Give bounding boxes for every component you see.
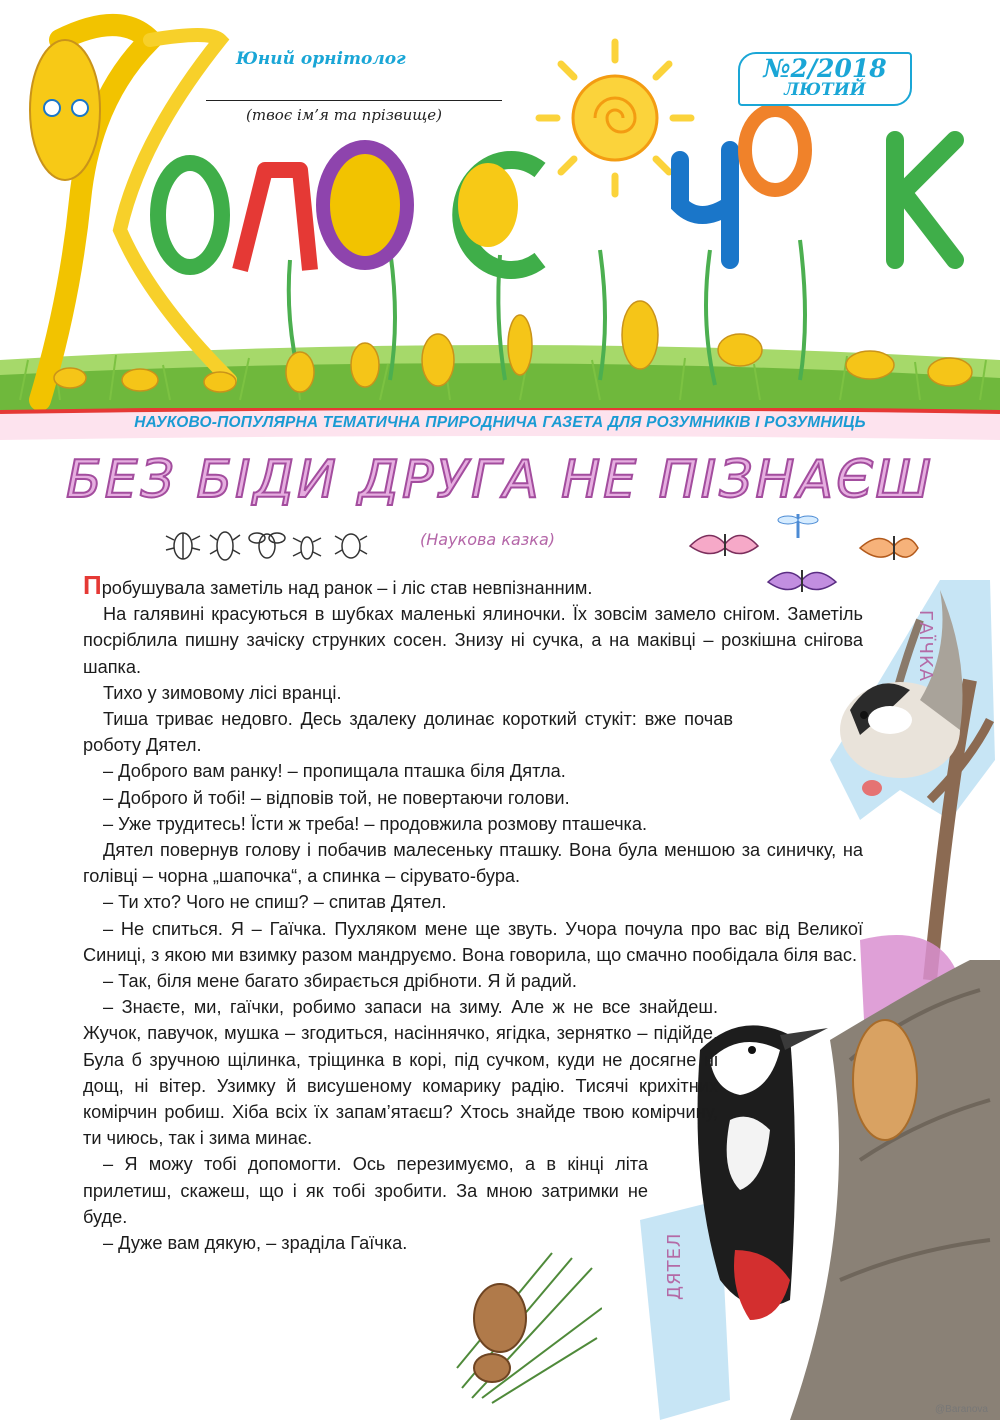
pine-cone-illustration (452, 1248, 602, 1408)
drop-cap: П (83, 570, 102, 600)
story-paragraph: – Ти хто? Чого не спиш? – спитав Дятел. (103, 892, 447, 913)
issue-number: №2/2018 (763, 54, 887, 83)
issue-month: ЛЮТИЙ (784, 80, 866, 100)
sun-icon (539, 42, 691, 194)
woodpecker-label: ДЯТЕЛ (664, 1232, 685, 1300)
letter-o-orange (745, 110, 805, 190)
story-first-text: робушувала заметіль над ранок – і ліс став невпізнанним. (101, 578, 593, 598)
story-body (83, 570, 863, 1256)
moth-orange-icon (860, 536, 918, 560)
story-paragraph: – Не спиться. Я – Гаїчка. Пухляком мене ще звуть. Учора почула про вас від Великої Синиці, з якою ми взимку разом мандруємо. Вона говорила, що смачно пообідала біля вас. (83, 918, 863, 965)
story-paragraph: – Знаєте, ми, гаїчки, робимо запаси на зиму. Але ж не все знайдеш. Жучок, павучок, мушка – згодиться, насіннячко, ягідка, зернятко – підійде. Була б зручною щілинка, тріщинка в корі, під сучком, куди не досягне ні дощ, ні вітер. Узимку й висушеному комарику радію. Тисячі крихітних комірчин робиш. Хіба всіх їх запам’ятаєш? Хтось знайде твою комірчину, ти чиюсь, так і зима минає. (83, 997, 718, 1149)
story-paragraph: – Дуже вам дякую, – зраділа Гаїчка. (103, 1233, 408, 1254)
story-paragraph: – Доброго й тобі! – відповів той, не повертаючи голови. (103, 787, 570, 808)
name-hint: (твоє ім’я та прізвище) (246, 106, 443, 124)
story-paragraph: – Доброго вам ранку! – пропищала пташка біля Дятла. (103, 761, 566, 782)
butterfly-pink-icon (690, 534, 758, 556)
story-first-paragraph (83, 570, 863, 601)
letter-o-purple (323, 147, 407, 263)
letter-k-green (895, 140, 955, 260)
young-ornithologist-label: Юний орнітолог (236, 49, 406, 69)
story-paragraph: На галявині красуються в шубках маленькі ялиночки. Їх зовсім замело снігом. Заметіль посріблила пишну зачіску струнких сосен. Знизу ні сучка, а на маківці – розкішна снігова шапка. (83, 604, 863, 677)
issue-box (738, 52, 912, 106)
insect-icons (165, 522, 375, 566)
story-paragraph: Тиша триває недовго. Десь здалеку долинає короткий стукіт: вже почав роботу Дятел. (83, 709, 733, 756)
dragonfly-icon (778, 514, 818, 538)
name-line (206, 100, 502, 101)
titmouse-label: ГАЇЧКА (915, 610, 936, 683)
letter-o-green (158, 163, 222, 267)
story-paragraph: – Я можу тобі допомогти. Ось перезимуємо, а в кінці літа прилетиш, скажеш, що і як тобі зробити. За мною затримки не буде. (83, 1154, 648, 1227)
article-subtitle: (Наукова казка) (420, 530, 556, 549)
story-paragraph: Дятел повернув голову і побачив малесеньку пташку. Вона була меншою за синичку, на голівці – чорна „шапочка“, а спинка – сірувато-бура. (83, 840, 863, 887)
letter-l-red (240, 170, 310, 270)
wheat-letter-k (30, 25, 230, 400)
letter-ch-blue (680, 150, 730, 260)
watermark: @Baranovа (935, 1404, 988, 1415)
tagline: НАУКОВО-ПОПУЛЯРНА ТЕМАТИЧНА ПРИРОДНИЧА ГАЗЕТА ДЛЯ РОЗУМНИКІВ І РОЗУМНИЦЬ (134, 414, 866, 431)
story-paragraph: – Так, біля мене багато збирається дрібноти. Я й радий. (103, 971, 577, 992)
story-paragraph: – Уже трудитесь! Їсти ж треба! – продовжила розмову пташечка. (103, 813, 648, 834)
story-paragraph: Тихо у зимовому лісі вранці. (103, 682, 342, 703)
article-title: БЕЗ БІДИ ДРУГА НЕ ПІЗНАЄШ (65, 450, 935, 510)
